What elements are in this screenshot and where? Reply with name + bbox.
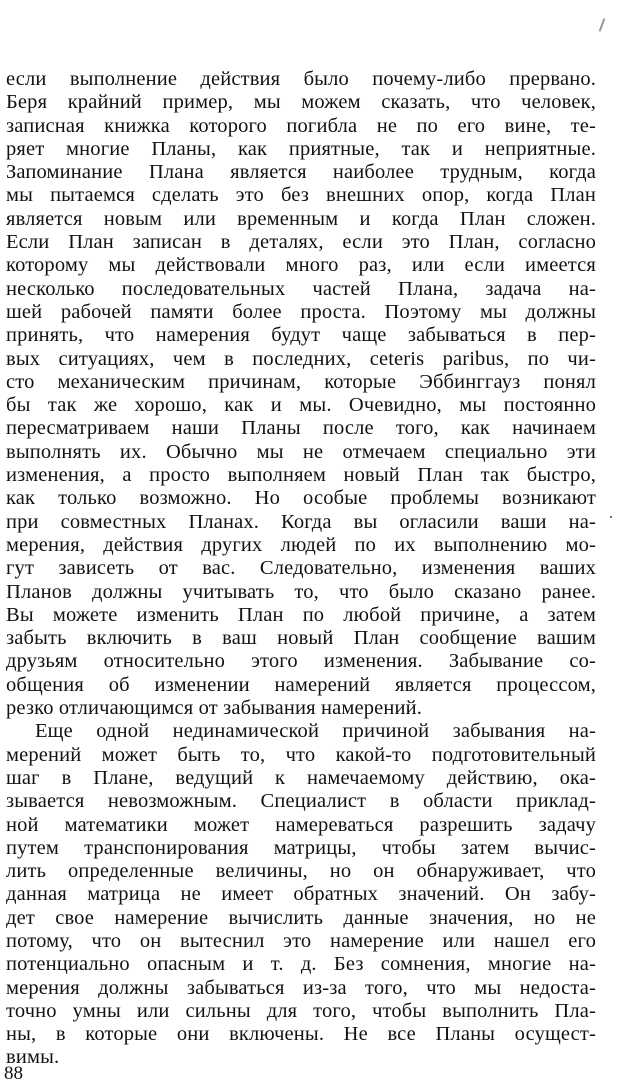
text-line-28: резко отличающимся от забывания намерений.	[6, 697, 423, 720]
text-line-15: бы так же хорошо, как и мы. Очевидно, мы постоянно	[6, 394, 596, 417]
text-line-36: данная матрица не имеет обратных значений. Он забу-	[6, 883, 596, 906]
text-line-11: шей рабочей памяти более проста. Поэтому мы должны	[6, 300, 596, 323]
text-line-25: забыть включить в ваш новый План сообщение вашим	[6, 627, 596, 650]
text-line-42: ны, в которые они включены. Не все Планы осущест-	[6, 1023, 596, 1046]
scan-mark	[599, 18, 606, 32]
text-line-17: выполнять их. Обычно мы не отмечаем специально эти	[6, 440, 596, 463]
text-line-33: ной математики может намереваться разрешить задачу	[6, 813, 596, 836]
text-line-41: точно умны или сильны для того, чтобы выполнить Пла-	[6, 999, 596, 1022]
text-line-23: Планов должны учитывать то, что было сказано ранее.	[6, 580, 596, 603]
page-number: 88	[4, 1063, 23, 1084]
text-line-16: пересматриваем наши Планы после того, как начинаем	[6, 417, 596, 440]
text-line-4: ряет многие Планы, как приятные, так и неприятные.	[6, 137, 596, 160]
text-line-22: гут зависеть от вас. Следовательно, изменения ваших	[6, 557, 596, 580]
text-line-37: дет свое намерение вычислить данные значения, но не	[6, 906, 596, 929]
text-line-39: потенциально опасным и т. д. Без сомнения, многие на-	[6, 953, 596, 976]
text-line-21: мерения, действия других людей по их выполнению мо-	[6, 533, 596, 556]
body-text	[6, 68, 596, 1070]
text-line-24: Вы можете изменить План по любой причине, а затем	[6, 603, 596, 626]
text-line-1: если выполнение действия было почему-либо прервано.	[6, 68, 596, 90]
text-line-8: Если План записан в деталях, если это План, согласно	[6, 231, 596, 254]
text-line-3: записная книжка которого погибла не по его вине, те-	[6, 114, 596, 137]
text-line-14: сто механическим причинам, которые Эббинггауз понял	[6, 370, 596, 393]
text-line-13: вых ситуациях, чем в последних, ceteris paribus, по чи-	[6, 347, 596, 370]
text-line-27: общения об изменении намерений является процессом,	[6, 673, 596, 696]
text-line-10: несколько последовательных частей Плана, задача на-	[6, 277, 596, 300]
text-line-34: путем транспонирования матрицы, чтобы затем вычис-	[6, 836, 596, 859]
text-line-9: которому мы действовали много раз, или если имеется	[6, 254, 596, 277]
text-line-40: мерения должны забываться из-за того, что мы недоста-	[6, 976, 596, 999]
text-line-43: вимы.	[6, 1046, 60, 1069]
text-line-26: друзьям относительно этого изменения. Забывание со-	[6, 650, 596, 673]
text-line-32: зывается невозможным. Специалист в области приклад-	[6, 790, 596, 813]
text-line-18: изменения, а просто выполняем новый План так быстро,	[6, 464, 596, 487]
text-line-6: мы пытаемся сделать это без внешних опор, когда План	[6, 184, 596, 207]
text-line-35: лить определенные величины, но он обнаруживает, что	[6, 860, 596, 883]
text-line-7: является новым или временным и когда План сложен.	[6, 207, 596, 230]
text-line-30: мерений может быть то, что какой-то подготовительный	[6, 743, 596, 766]
text-line-29: Еще одной нединамической причиной забывания на-	[35, 720, 596, 743]
text-line-38: потому, что он вытеснил это намерение или нашел его	[6, 929, 596, 952]
text-line-5: Запоминание Плана является наиболее трудным, когда	[6, 161, 596, 184]
text-line-2: Беря крайний пример, мы можем сказать, что человек,	[6, 91, 596, 114]
scan-dot	[610, 516, 612, 518]
text-line-19: как только возможно. Но особые проблемы возникают	[6, 487, 596, 510]
text-line-12: принять, что намерения будут чаще забываться в пер-	[6, 324, 596, 347]
text-line-31: шаг в Плане, ведущий к намечаемому действию, ока-	[6, 766, 596, 789]
text-line-20: при совместных Планах. Когда вы огласили ваши на-	[6, 510, 596, 533]
